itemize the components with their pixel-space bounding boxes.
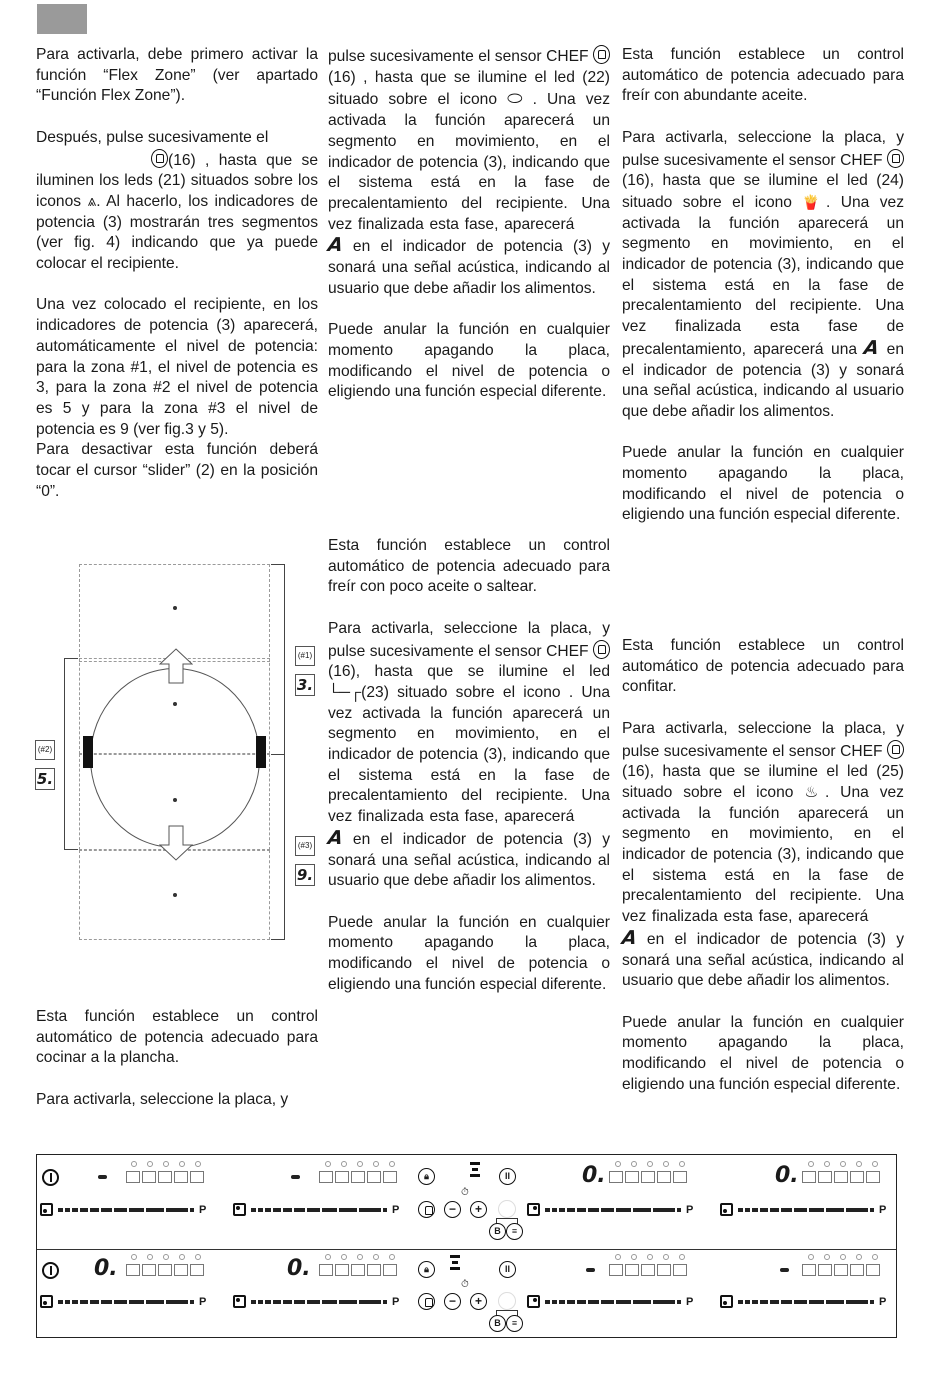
led-row [615, 1161, 685, 1167]
pause-icon: II [499, 1261, 516, 1278]
led-row [325, 1254, 395, 1260]
text-column-1 [36, 45, 318, 523]
paragraph: Puede anular la función en cualquier momento apagando la placa, modificando el nivel de potencia o eligiendo una función especial diferente. [328, 321, 610, 401]
paragraph: Para activarla, debe primero activar la función “Flex Zone” (ver apartado “Función Flex Zone”). [36, 46, 318, 105]
zone-center-dot [173, 893, 177, 897]
text-column-3-bottom [622, 636, 904, 1116]
paragraph: Puede anular la función en cualquier momento apagando la placa, modificando el nivel de potencia o eligiendo una función especial diferente. [328, 913, 610, 993]
steam-pot-icon: ♨ [804, 783, 825, 801]
timer-boxes [802, 1171, 880, 1183]
bridge-icon: B [489, 1315, 506, 1332]
zone-2-power: 5. [36, 770, 54, 788]
slider-zone-bl: P [40, 1295, 206, 1308]
led-row [808, 1161, 878, 1167]
timer-boxes [609, 1264, 687, 1276]
plus-button-icon: + [470, 1201, 487, 1218]
zone-icon [40, 1203, 53, 1216]
slider-zone-bl: P [40, 1203, 206, 1216]
paragraph: Esta función establece un control automático de potencia adecuado para freír con abundante aceite. [622, 46, 904, 105]
timer-boxes [319, 1264, 397, 1276]
led-row [615, 1254, 685, 1260]
paragraph: Esta función establece un control automático de potencia adecuado para confitar. [622, 637, 904, 696]
flex-chevrons-icon: ⩓ [87, 192, 97, 210]
zone-1-label: (#1) [295, 646, 315, 666]
bridge-icon: B [489, 1223, 506, 1240]
zone-center-dot [173, 798, 177, 802]
zone-icon [233, 1203, 246, 1216]
led-row [325, 1161, 395, 1167]
zone-3-label: (#3) [295, 836, 315, 856]
slider-zone-tr: P [527, 1203, 693, 1216]
timer-boxes [126, 1264, 204, 1276]
chef-button-icon [418, 1293, 435, 1310]
slider-zone-tl: P [233, 1295, 399, 1308]
zone-icon [527, 1295, 540, 1308]
power-level-display: 0. [94, 1256, 118, 1281]
power-level-display: 0. [582, 1163, 606, 1188]
chef-sensor-icon [151, 149, 168, 168]
text-column-3 [622, 45, 904, 547]
stack-icon: ≡ [506, 1315, 523, 1332]
paragraph: Esta función establece un control automático de potencia adecuado para freír con poco aceite o saltear. [328, 537, 610, 596]
power-icon [42, 1169, 59, 1186]
paragraph: Para activarla, seleccione la placa, y pulse sucesivamente el sensor CHEF (16), hasta que se ilumine el led └─┌(23) situado sobre el icono . Una vez activada la función aparecerá un segmento en movimiento, en el indicador de potencia (3), indicando que el sistema está en la fase de precalentamiento del recipiente. Una vez finalizada esta fase, aparecerá A en el indicador de potencia (3) y sonará una señal acústica, indicando al usuario que debe añadir los alimentos. [326, 619, 610, 890]
paragraph: Puede anular la función en cualquier momento apagando la placa, modificando el nivel de potencia o eligiendo una función especial diferente. [622, 1013, 904, 1093]
plancha-icon: ⬭ [507, 88, 523, 109]
zone-icon [527, 1203, 540, 1216]
zone-center-dot [173, 606, 177, 610]
paragraph: pulse sucesivamente el sensor CHEF (16) , hasta que se ilumine el led (22) situado sobre el icono ⬭ . Una vez activada la función aparecerá un segmento en movimiento, en el indicador de potencia (3), indicando que el sistema está en la fase de precalentamiento del recipiente. Una vez finalizada esta fase, aparecerá A en el indicador de potencia (3) y sonará una señal acústica, indicando al usuario que debe añadir los alimentos. [328, 45, 610, 299]
section-header-block [37, 4, 87, 34]
paragraph: Para activarla, seleccione la placa, y pulse sucesivamente el sensor CHEF (16), hasta que se ilumine el led (24) situado sobre el icono 🍟. Una vez activada la función aparecerá un segmento en movimiento, en el indicador de potencia (3), indicando que el sistema está en la fase de precalentamiento del recipiente. Una vez finalizada esta fase de precalentamiento, aparecerá una A en el indicador de potencia (3) y sonará una señal acústica, indicando al usuario que debe añadir los alimentos. [622, 128, 904, 420]
segment-dash [780, 1268, 789, 1272]
paragraph: Esta función establece un control automático de potencia adecuado para cocinar a la plancha. [36, 1008, 318, 1067]
power-level-display: 0. [287, 1256, 311, 1281]
lock-icon: 🔒︎ [418, 1261, 435, 1278]
text-column-1-bottom [36, 1007, 318, 1131]
led-row [131, 1161, 201, 1167]
zone-3-power: 9. [296, 866, 314, 884]
chef-sensor-icon [593, 640, 610, 659]
slider-zone-tr: P [527, 1295, 693, 1308]
a-display-glyph: A [862, 336, 881, 359]
power-level-display: 0. [775, 1163, 799, 1188]
handle-left [83, 736, 93, 768]
timer-boxes [319, 1171, 397, 1183]
flex-zone-figure [35, 560, 325, 950]
slider-zone-br: P [720, 1295, 886, 1308]
paragraph: Una vez colocado el recipiente, en los indicadores de potencia (3) aparecerá, automáticamente el nivel de potencia: para la zona #1, el nivel de potencia es 3, para la zona #2 el nivel de potencia es 5 y para la zona #3 el nivel de potencia es 9 (ver fig.3 y 5). [36, 296, 318, 438]
segment-dash [98, 1175, 107, 1179]
a-display-glyph: A [326, 234, 345, 257]
zone-3-bracket [271, 754, 285, 940]
lock-icon: 🔒︎ [418, 1168, 435, 1185]
pan-icon: └─┌ [328, 683, 362, 701]
minus-button-icon: − [444, 1201, 461, 1218]
zone-2-bracket [64, 658, 78, 850]
minus-button-icon: − [444, 1293, 461, 1310]
a-display-glyph: A [326, 826, 345, 849]
ghost-button [498, 1200, 516, 1218]
ghost-button [498, 1292, 516, 1310]
timer-icon: ⏱ [461, 1187, 469, 1198]
segment-dash [291, 1175, 300, 1179]
paragraph: Después, pulse sucesivamente el (16) , hasta que se iluminen los leds (21) situados sobre los iconos ⩓. Al hacerlo, los indicadores de potencia (3) mostrarán tres segmentos (ver fig. 4) indicando que ya puede colocar el recipiente. [36, 128, 318, 273]
led-row [131, 1254, 201, 1260]
chef-sensor-icon [593, 45, 610, 64]
chef-sensor-icon [887, 740, 904, 759]
zone-2-label: (#2) [35, 740, 55, 760]
chef-button-icon [418, 1201, 435, 1218]
handle-right [256, 736, 266, 768]
zone-icon [40, 1295, 53, 1308]
led-row [808, 1254, 878, 1260]
paragraph: Para desactivar esta función deberá tocar el cursor “slider” (2) en la posición “0”. [36, 441, 318, 500]
slider-zone-tl: P [233, 1203, 399, 1216]
timer-boxes [802, 1264, 880, 1276]
arrow-down-icon [159, 825, 193, 861]
paragraph: Puede anular la función en cualquier momento apagando la placa, modificando el nivel de potencia o eligiendo una función especial diferente. [622, 444, 904, 524]
flex-indicator-icon [450, 1255, 460, 1273]
zone-icon [720, 1203, 733, 1216]
zone-center-dot [173, 702, 177, 706]
chef-sensor-icon [887, 149, 904, 168]
timer-boxes [126, 1171, 204, 1183]
text-column-2-bottom [328, 536, 610, 1016]
arrow-up-icon [159, 648, 193, 684]
control-panel-diagram [36, 1154, 897, 1338]
fries-icon: 🍟 [802, 193, 826, 210]
paragraph: Para activarla, seleccione la placa, y [36, 1090, 289, 1108]
panel-row-2 [37, 1249, 896, 1343]
timer-icon: ⏱ [461, 1279, 469, 1290]
timer-boxes [609, 1171, 687, 1183]
a-display-glyph: A [620, 926, 639, 949]
segment-dash [586, 1268, 595, 1272]
slider-zone-br: P [720, 1203, 886, 1216]
stack-icon: ≡ [506, 1223, 523, 1240]
zone-icon [720, 1295, 733, 1308]
paragraph: Para activarla, seleccione la placa, y pulse sucesivamente el sensor CHEF (16), hasta que se ilumine el led (25) situado sobre el icono ♨. Una vez activada la función aparecerá un segmento en movimiento, en el indicador de potencia (3), indicando que el sistema está en la fase de precalentamiento del recipiente. Una vez finalizada esta fase, aparecerá A en el indicador de potencia (3) y sonará una señal acústica, indicando al usuario que debe añadir los alimentos. [620, 719, 904, 990]
zone-1-bracket [271, 564, 285, 755]
zone-1-power: 3. [296, 676, 314, 694]
power-icon [42, 1262, 59, 1279]
panel-row-1 [37, 1155, 896, 1249]
text-column-2 [328, 45, 610, 424]
plus-button-icon: + [470, 1293, 487, 1310]
flex-indicator-icon [470, 1162, 480, 1180]
pause-icon: II [499, 1168, 516, 1185]
zone-icon [233, 1295, 246, 1308]
pan-circle [90, 668, 260, 848]
